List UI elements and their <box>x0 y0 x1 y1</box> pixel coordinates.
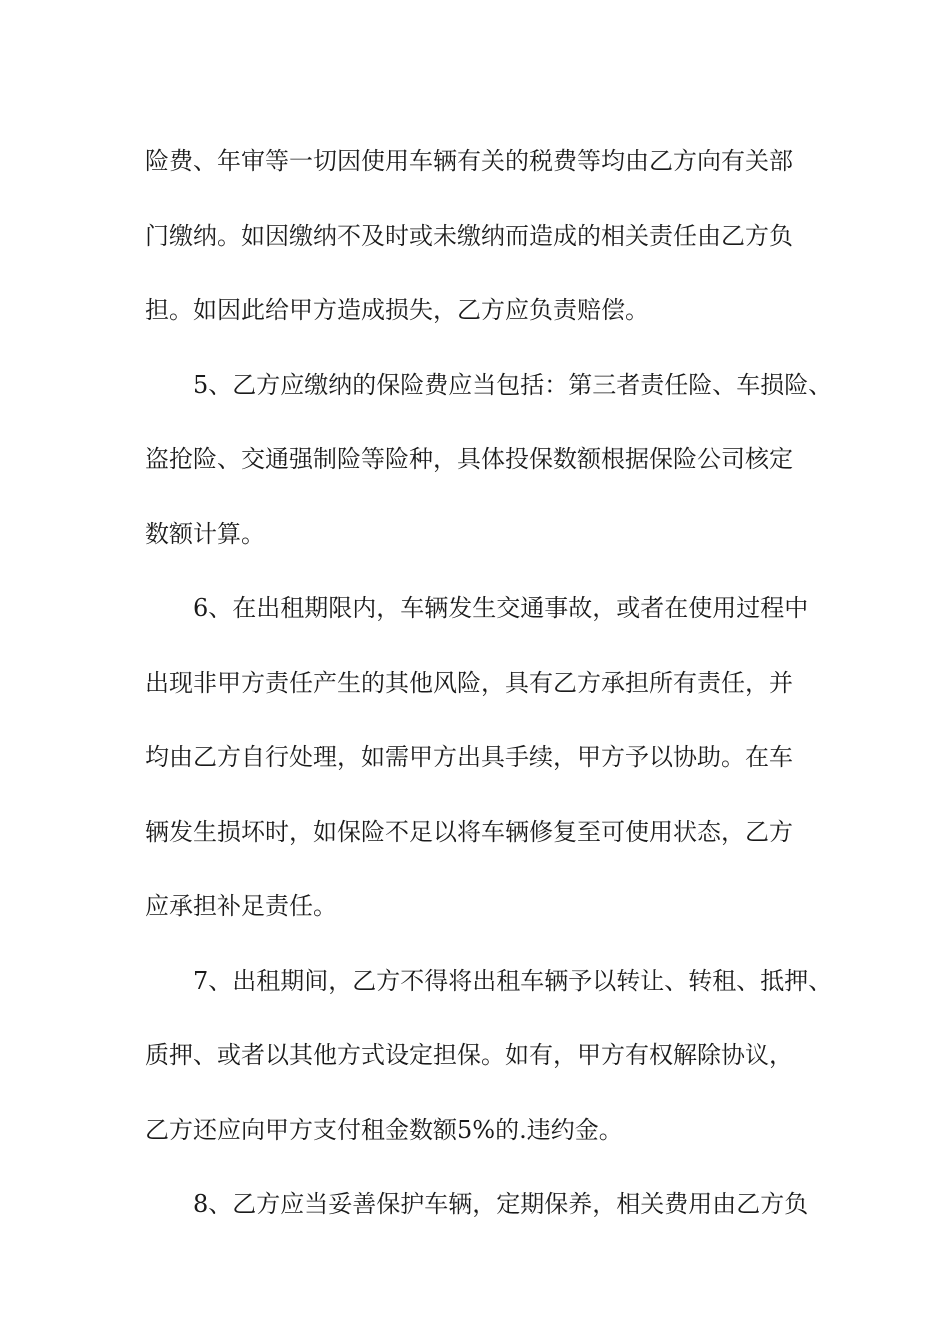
text-line: 盗抢险、交通强制险等险种，具体投保数额根据保险公司核定 <box>145 445 793 473</box>
document-body <box>145 124 833 1242</box>
clause-5-start: 5、乙方应缴纳的保险费应当包括：第三者责任险、车损险、 <box>193 370 833 399</box>
clause-7-start: 7、出租期间，乙方不得将出租车辆予以转让、转租、抵押、 <box>193 966 833 995</box>
text-line: 辆发生损坏时，如保险不足以将车辆修复至可使用状态，乙方 <box>145 817 793 846</box>
clause-6-start: 6、在出租期限内，车辆发生交通事故，或者在使用过程中 <box>193 594 809 622</box>
clause-8-start: 8、乙方应当妥善保护车辆，定期保养，相关费用由乙方负 <box>193 1190 809 1218</box>
text-line: 质押、或者以其他方式设定担保。如有，甲方有权解除协议， <box>145 1041 793 1069</box>
text-line: 数额计算。 <box>145 519 265 548</box>
text-line: 应承担补足责任。 <box>145 892 337 920</box>
text-line: 出现非甲方责任产生的其他风险，具有乙方承担所有责任，并 <box>145 668 793 697</box>
text-line: 门缴纳。如因缴纳不及时或未缴纳而造成的相关责任由乙方负 <box>145 221 793 250</box>
text-line: 乙方还应向甲方支付租金数额5%的.违约金。 <box>145 1115 623 1144</box>
text-line: 均由乙方自行处理，如需甲方出具手续，甲方予以协助。在车 <box>145 743 793 771</box>
text-line: 险费、年审等一切因使用车辆有关的税费等均由乙方向有关部 <box>145 147 793 175</box>
text-line: 担。如因此给甲方造成损失，乙方应负责赔偿。 <box>145 296 649 324</box>
